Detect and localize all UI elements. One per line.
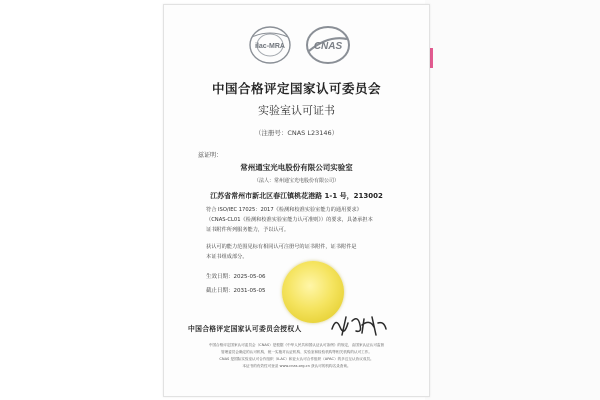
body-paragraph-2	[206, 242, 406, 262]
fine-print-line: 中国合格评定国家认可委员会（CNAS）是根据《中华人民共和国认证认可条例》的规定，由国家认证认可监督	[208, 343, 385, 347]
certificate-type-title: 实验室认可证书	[258, 104, 335, 117]
expiry-date-value: 2031-05-05	[233, 288, 266, 294]
body-line: 本证书组成部分。	[206, 254, 248, 261]
laboratory-name: 常州通宝光电股份有限公司实验室	[240, 163, 353, 172]
registration-number: （注册号：CNAS L23146）	[254, 129, 339, 137]
expiry-date-row	[206, 286, 265, 294]
body-line: 符合 ISO/IEC 17025：2017《检测和校准实验室能力的通用要求》	[206, 207, 362, 213]
body-line: （CNAS-CL01《检测和校准实验室能力认可准则》）的要求，具备承担本	[206, 217, 373, 224]
fine-print-line: CNAS 是国际实验室认可合作组织（ILAC）和亚太认可合作组织（APAC）的多边互认协议成员。	[219, 357, 374, 361]
fine-print-line: 本证书的有效性可登录 www.cnas.org.cn 获认可的机构名录查询。	[242, 364, 351, 368]
fine-print	[184, 342, 409, 370]
effective-date-label: 生效日期：	[206, 274, 234, 280]
svg-text:ilac-MRA: ilac-MRA	[255, 43, 285, 50]
body-paragraph-1	[206, 205, 406, 236]
laboratory-address: 江苏省常州市新北区春江镇桃花港路 1-1 号，213002	[210, 192, 383, 200]
fine-print-line: 管理委员会确定的认可机构，统一实施对认证机构、实验室和检验机构等相关机构的认可工作。	[221, 350, 372, 354]
effective-date-row	[206, 272, 265, 280]
legal-entity: （法人：常州通宝光电股份有限公司）	[253, 178, 339, 184]
body-line: 获认可的能力范围见标有相同认可注册号的证书附件，证书附件是	[206, 244, 357, 250]
certify-label: 兹证明：	[198, 152, 223, 159]
ilac-mra-logo	[250, 27, 290, 63]
background-page-edge	[425, 0, 600, 400]
logos-group	[246, 23, 356, 67]
accreditation-certificate	[163, 4, 430, 397]
cnas-logo	[307, 27, 349, 63]
certificate-issuer-title: 中国合格评定国家认可委员会	[211, 81, 381, 96]
expiry-date-label: 截止日期：	[206, 288, 234, 294]
handwritten-signature	[328, 311, 388, 339]
effective-date-value: 2025-05-06	[233, 274, 266, 280]
authorized-signer-label: 中国合格评定国家认可委员会授权人	[188, 325, 302, 333]
svg-text:CNAS: CNAS	[313, 41, 343, 52]
body-line: 证书附件所列服务能力，予以认可。	[206, 227, 290, 234]
